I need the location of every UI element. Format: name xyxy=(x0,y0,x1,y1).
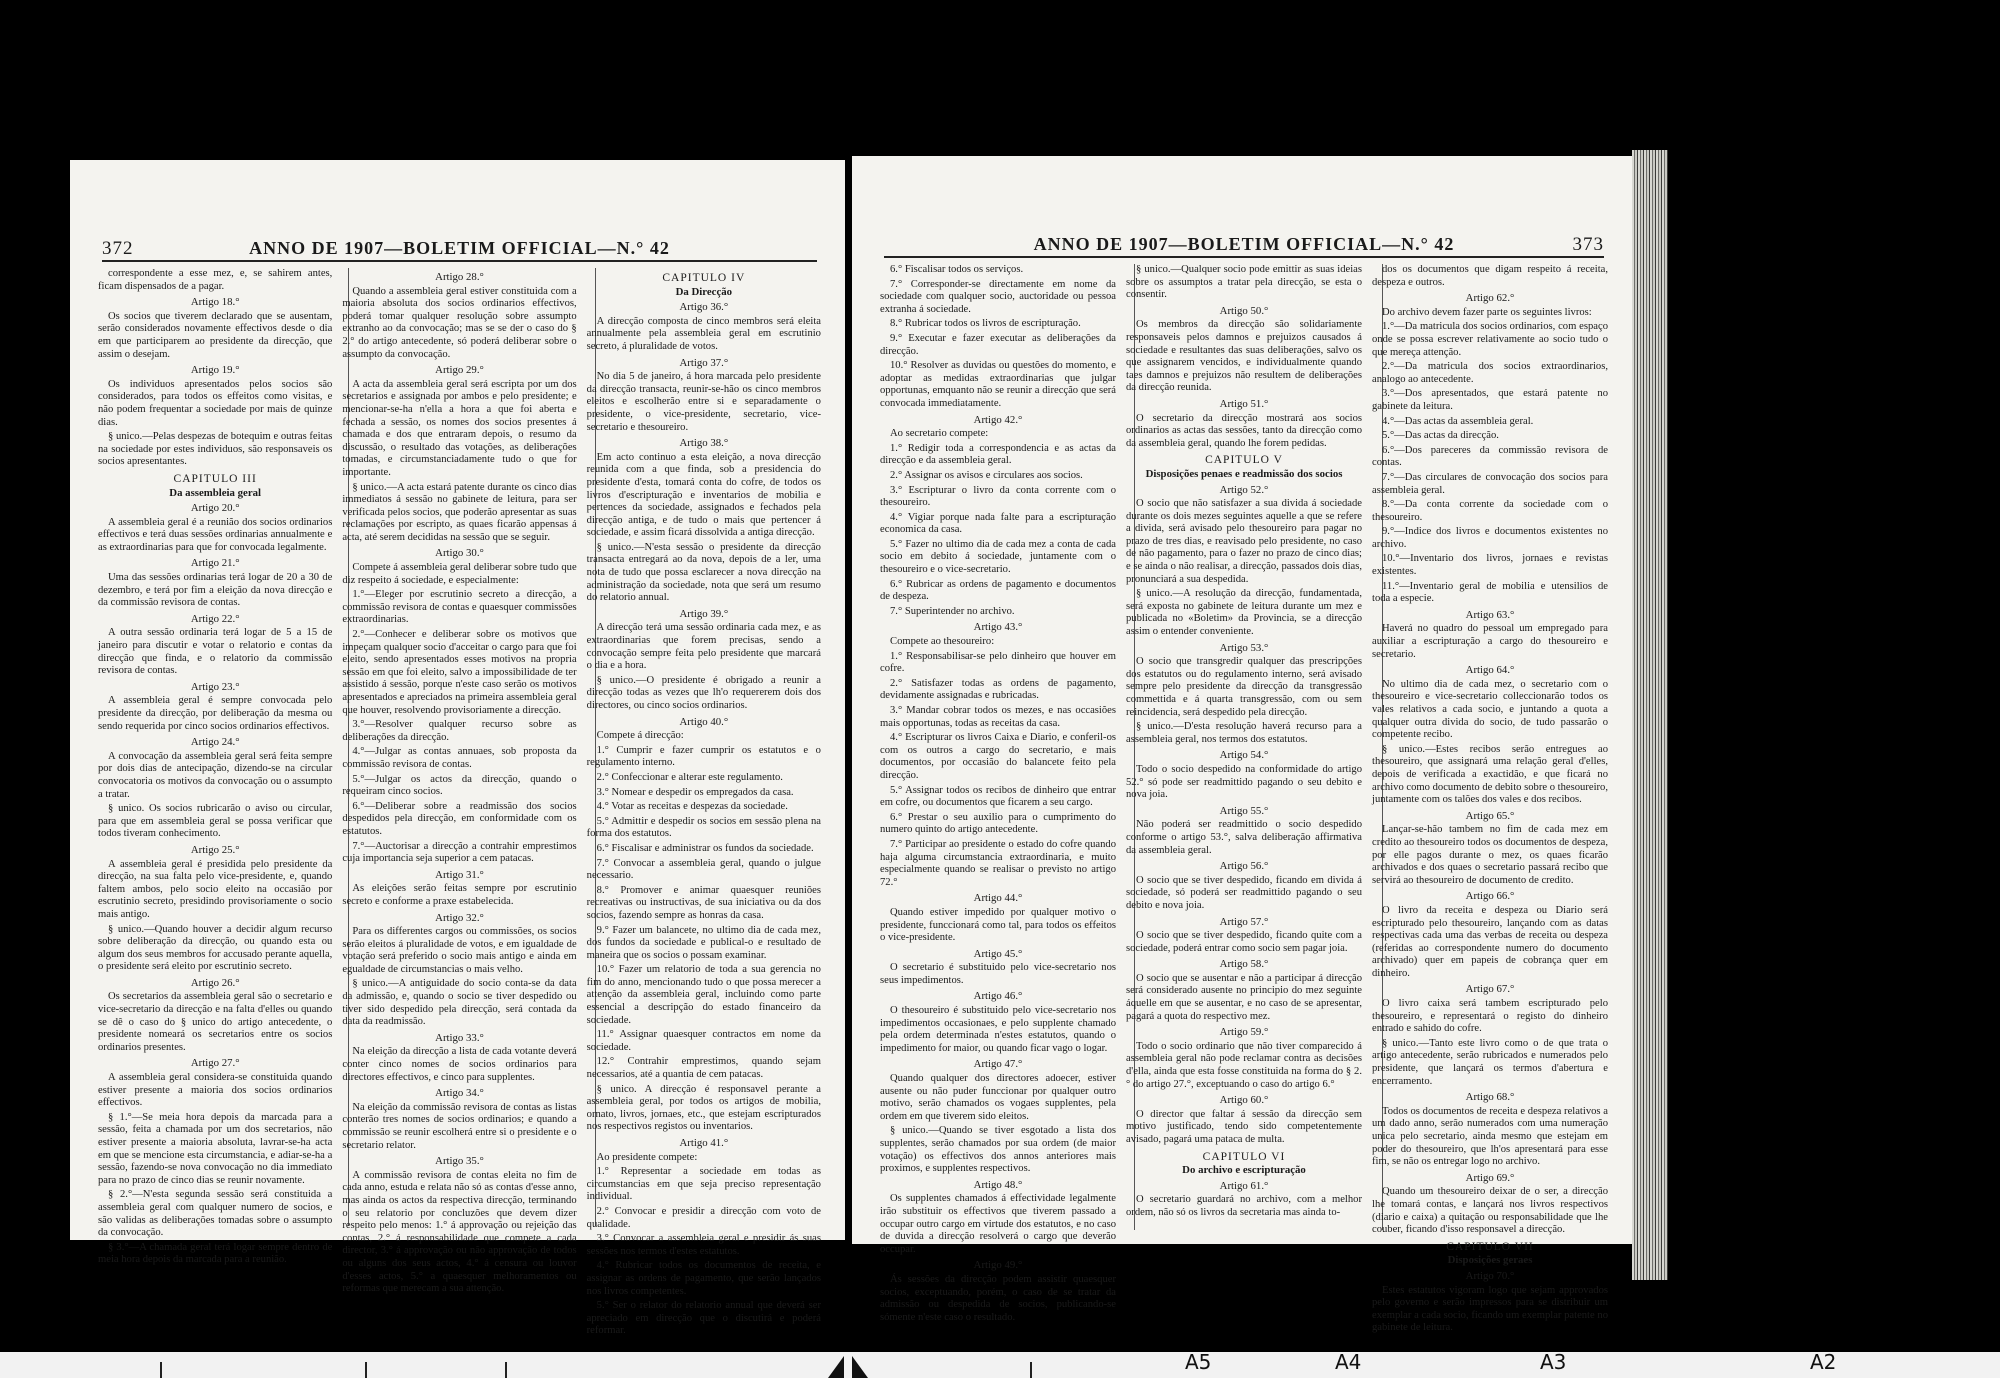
chapter-heading: CAPITULO IV xyxy=(662,272,746,284)
paragraph: 4.°—Julgar as contas annuaes, sob proposta da commissão revisora de contas. xyxy=(342,746,577,770)
paragraph: 6.° Prestar o seu auxilio para o cumprimento do numero quinto do artigo antecedente. xyxy=(880,811,1116,836)
section-title: Disposições geraes xyxy=(1447,1254,1533,1267)
left-page xyxy=(70,160,845,1337)
paragraph: Compete ao thesoureiro: xyxy=(890,636,995,648)
text-column xyxy=(1126,264,1362,1230)
paragraph: Quando estiver impedido por qualquer motivo o presidente, funccionará como tal, para todos os effeitos o vice-presidente. xyxy=(880,906,1116,944)
paragraph: A assembleia geral é sempre convocada pelo presidente da direcção, por deliberação da mesma ou sendo requerida por cinco socios ordinarios effectivos. xyxy=(98,695,333,732)
article-heading: Artigo 45.° xyxy=(973,947,1023,960)
article-heading: Artigo 34.° xyxy=(435,1087,484,1100)
article-heading: Artigo 69.° xyxy=(1465,1171,1515,1184)
paragraph: 4.° Escripturar os livros Caixa e Diario, e conferil-os com os outros a cargo do secretario, e mais documentos, por occasião do balancete feito pela direcção. xyxy=(880,732,1116,781)
film-strip xyxy=(0,1352,2000,1378)
paragraph: Quando um thesoureiro deixar de o ser, a direcção lhe tomará contas, e lançará nos livros respectivos (diario e caixa) a quitação ou responsabilidade que lhe couber, ficando d'isso responsavel a direcção. xyxy=(1372,1186,1608,1236)
article-heading: Artigo 61.° xyxy=(1219,1179,1269,1192)
paragraph: Os secretarios da assembleia geral são o secretario e vice-secretario da direcção e na falta d'elles ou quando se dê o caso do § unico do artigo antecedente, o presidente nomeará os secretarios entre os socios ordinarios presentes. xyxy=(98,991,333,1053)
article-heading: Artigo 55.° xyxy=(1219,804,1269,817)
chapter-heading: CAPITULO VII xyxy=(1446,1240,1534,1253)
paragraph: Ao presidente compete: xyxy=(596,1151,698,1163)
paragraph: 7.° Superintender no archivo. xyxy=(890,605,1015,617)
section-title: Disposições penaes e readmissão dos socios xyxy=(1145,467,1343,480)
article-heading: Artigo 21.° xyxy=(190,557,240,570)
paragraph: Todo o socio ordinario que não tiver comparecido á assembleia geral não pode reclamar contra as decisões d'ella, ainda que esta fosse constituida na forma do § 2.° do artigo 27.°, exceptuando o caso do artigo 6.° xyxy=(1126,1040,1362,1090)
paragraph: § unico.—N'esta sessão o presidente da direcção transacta entregará ao da nova, depois de a ler, uma nota de tudo que possa esclarecer a nova direcção na administração da sociedade, nota que será um resumo do relatorio annual. xyxy=(586,541,821,604)
paragraph: Os membros da direcção são solidariamente responsaveis pelos damnos e prejuizos causados á sociedade e resultantes das suas deliberações, salvo os que assignarem vencidos, e individualmente quando taes damnos e prejuizos não resultem de deliberações da direcção reunida. xyxy=(1126,319,1362,394)
article-heading: Artigo 51.° xyxy=(1219,397,1269,410)
paragraph: O secretario é substituido pelo vice-secretario nos seus impedimentos. xyxy=(880,962,1116,986)
article-heading: Artigo 65.° xyxy=(1465,809,1515,822)
article-heading: Artigo 25.° xyxy=(190,843,240,856)
article-heading: Artigo 20.° xyxy=(190,502,240,515)
paragraph: 5.° Fazer no ultimo dia de cada mez a conta de cada socio em debito á sociedade, juntamente com o thesoureiro e o vice-secretario. xyxy=(880,538,1116,576)
paragraph: 5.° Admittir e despedir os socios em sessão plena na forma dos estatutos. xyxy=(586,815,821,840)
article-heading: Artigo 68.° xyxy=(1465,1091,1515,1104)
article-heading: Artigo 36.° xyxy=(679,301,729,314)
paragraph: Estes estatutos vigoram logo que sejam approvados pelo governo e serão impressos para se distribuir um exemplar a cada socio, ficando um exemplar patente no gabinete de leitura. xyxy=(1372,1284,1608,1334)
article-heading: Artigo 50.° xyxy=(1219,304,1269,317)
text-column xyxy=(98,268,333,1266)
chapter-heading: CAPITULO VI xyxy=(1202,1150,1286,1163)
paragraph: 12.° Contrahir emprestimos, quando sejam necessarios, até a quantia de cem patacas. xyxy=(586,1056,821,1081)
paragraph: 6.° Fiscalisar e administrar os fundos da sociedade. xyxy=(596,842,814,854)
article-heading: Artigo 46.° xyxy=(973,990,1023,1003)
film-tick xyxy=(505,1362,507,1378)
paragraph: 10.° Fazer um relatorio de toda a sua gerencia no fim do anno, mencionando tudo o que possa merecer a attenção da assembleia geral, incluindo como parte essencial a descripção do estado financeiro da sociedade. xyxy=(586,964,821,1026)
paragraph: 3.° Escripturar o livro da conta corrente com o thesoureiro. xyxy=(880,484,1116,509)
paragraph: A assembleia geral é presidida pelo presidente da direcção, na sua falta pelo vice-presidente, e, quando faltem ambos, pelo socio eleito na occasião por escrutinio secreto, presidindo provisoriamente o socio mais antigo. xyxy=(98,858,333,920)
paragraph: § unico.—Quando houver a decidir algum recurso sobre deliberação da direcção, ou quando esta ou algum dos seus membros for accusado perante aquella, o presidente será eleito por escrutinio secreto. xyxy=(98,923,333,973)
paragraph: 2.° Convocar e presidir a direcção com voto de qualidade. xyxy=(586,1205,821,1230)
page-header xyxy=(884,234,1604,258)
article-heading: Artigo 44.° xyxy=(973,892,1023,905)
paragraph: 5.° Ser o relator do relatorio annual que deverá ser apreciado em direcção que o discutirá e poderá reformar. xyxy=(586,1300,821,1337)
paragraph: Na eleição da direcção a lista de cada votante deverá conter cinco nomes de socios ordinarios para directores effectivos, e cinco para supplentes. xyxy=(342,1046,577,1083)
paragraph: O thesoureiro é substituido pelo vice-secretario nos impedimentos occasionaes, e pelo supplente chamado pela ordem determinada n'estes estatutos, quando o impedimento for maior, ou quando ficar vago o logar. xyxy=(880,1005,1116,1054)
article-heading: Artigo 56.° xyxy=(1219,860,1269,873)
paragraph: 11.°—Inventario geral de mobilia e utensilios de toda a especie. xyxy=(1372,580,1608,605)
article-heading: Artigo 48.° xyxy=(973,1178,1023,1191)
page-number: 372 xyxy=(102,238,134,259)
article-heading: Artigo 54.° xyxy=(1219,749,1269,762)
text-column xyxy=(342,268,577,1295)
paragraph: Os socios que tiverem declarado que se ausentam, serão considerados novamente effectivos desde o dia em que participarem ao presidente da direcção, que assim o desejam. xyxy=(98,310,333,360)
film-frame-label: A5 xyxy=(1185,1350,1212,1374)
paragraph: correspondente a esse mez, e, se sahirem antes, ficam dispensados de a pagar. xyxy=(98,268,333,292)
paragraph: 6.° Fiscalisar todos os serviços. xyxy=(890,264,1024,275)
paragraph: 8.°—Da conta corrente da sociedade com o thesoureiro. xyxy=(1372,499,1608,523)
article-heading: Artigo 23.° xyxy=(190,680,240,693)
paragraph: 2.° Satisfazer todas as ordens de pagamento, devidamente assignadas e rubricadas. xyxy=(880,677,1116,702)
paragraph: Quando qualquer dos directores adoecer, estiver ausente ou não puder funccionar por qualquer outro motivo, serão chamados os vogaes supplentes, pela ordem em que tiverem sido eleitos. xyxy=(880,1073,1116,1122)
paragraph: 5.° Assignar todos os recibos de dinheiro que entrar em cofre, ou documentos que ficarem a seu cargo. xyxy=(880,784,1116,809)
article-heading: Artigo 63.° xyxy=(1465,608,1515,621)
paragraph: O secretario guardará no archivo, com a melhor ordem, não só os livros da secretaria mas ainda to- xyxy=(1126,1194,1362,1218)
paragraph: As eleições serão feitas sempre por escrutinio secreto e conforme a praxe estabelecida. xyxy=(342,883,577,907)
paragraph: § 2.°—N'esta segunda sessão será constituida a assembleia geral com qualquer numero de socios, e são validas as deliberações tomadas sobre o assumpto da convocação. xyxy=(98,1189,333,1239)
film-arrows-icon xyxy=(818,1356,878,1378)
paragraph: O livro da receita e despeza ou Diario será escripturado pelo thesoureiro, lançando com as datas respectivas cada uma das verbas de receita ou despeza (referidas ao correspondente numero do documento archivado) quer em papeis de cobrança quer em dinheiro. xyxy=(1372,904,1608,979)
article-heading: Artigo 28.° xyxy=(435,271,484,283)
article-heading: Artigo 24.° xyxy=(190,736,240,749)
paragraph: § unico.—Quando se tiver esgotado a lista dos supplentes, serão chamados por sua ordem (de maior votação) os effectivos dos annos anteriores mais proximos, e supplentes respectivos. xyxy=(880,1125,1116,1175)
paragraph: 3.° Mandar cobrar todos os mezes, e nas occasiões mais opportunas, todas as receitas da casa. xyxy=(880,705,1116,729)
paragraph: 7.° Convocar a assembleia geral, quando o julgue necessario. xyxy=(586,857,821,882)
paragraph: 2.° Assignar os avisos e circulares aos socios. xyxy=(890,469,1083,481)
paragraph: 5.°—Das actas da direcção. xyxy=(1382,430,1499,442)
paragraph: Todo o socio despedido na conformidade do artigo 52.° só pode ser readmittido pagando o seu debito e nova joia. xyxy=(1126,763,1362,801)
section-title: Do archivo e escripturação xyxy=(1182,1164,1306,1177)
paragraph: Ás sessões da direcção podem assistir quaesquer socios, exceptuando, porém, o caso de se tratar da admissão ou despedida de socios, publicando-se sómente n'este caso o resultado. xyxy=(880,1273,1116,1323)
paragraph: O socio que se tiver despedido, ficando em divida á sociedade, só poderá ser readmittido pagando o seu debito e nova joia. xyxy=(1126,874,1362,911)
paragraph: 2.°—Da matricula dos socios extraordinarios, analogo ao antecedente. xyxy=(1372,361,1608,385)
paragraph: 1.° Representar a sociedade em todas as circumstancias em que seja preciso representação individual. xyxy=(586,1166,821,1203)
article-heading: Artigo 38.° xyxy=(679,437,729,450)
paragraph: 7.°—Auctorisar a direcção a contrahir emprestimos cuja importancia seja superior a cem patacas. xyxy=(342,840,577,865)
film-tick xyxy=(160,1362,162,1378)
article-heading: Artigo 18.° xyxy=(190,296,240,309)
article-heading: Artigo 42.° xyxy=(973,413,1023,426)
right-page xyxy=(852,156,1632,1334)
page-header-title: ANNO DE 1907—BOLETIM OFFICIAL—N.° 42 xyxy=(1033,234,1455,254)
section-title: Da Direcção xyxy=(675,285,733,298)
paragraph: 7.° Participar ao presidente o estado do cofre quando haja alguma circumstancia extraordinaria, e muito especialmente quando se realisar o previsto no artigo 72.° xyxy=(880,838,1116,888)
paragraph: Em acto continuo a esta eleição, a nova direcção reunida com a que finda, sob a presidencia do presidente d'esta, tomará conta do cofre, de todos os livros d'escripturação e inventarios de mobilia e pertences da sociedade, assignados e fechados pela direcção antiga, e de tudo o mais que pertencer á sociedade, e assim ficará dissolvida a antiga direcção. xyxy=(586,451,821,539)
text-column xyxy=(1372,264,1608,1334)
paragraph: A outra sessão ordinaria terá logar de 5 a 15 de janeiro para discutir e votar o relatorio e contas da direcção que finda, e o relatorio da commissão revisora de contas. xyxy=(98,627,333,677)
paragraph: § unico. A direcção é responsavel perante a assembleia geral, por todos os artigos de mobilia, ornato, livros, jornaes, etc., que estejam escripturados nos respectivos registos ou inventarios. xyxy=(586,1083,821,1133)
paragraph: A assembleia geral é a reunião dos socios ordinarios effectivos e terá duas sessões ordinarias annualmente e as extraordinarias para que for convocada legalmente. xyxy=(98,516,333,553)
article-heading: Artigo 43.° xyxy=(973,621,1023,634)
section-title: Da assembleia geral xyxy=(169,486,262,499)
paragraph: 8.° Promover e animar quaesquer reuniões recreativas ou instructivas, de sua iniciativa ou da dos socios, fazendo sempre as honras da casa. xyxy=(586,884,821,921)
paragraph: 4.° Votar as receitas e despezas da sociedade. xyxy=(596,801,788,813)
paragraph: § unico.—O presidente é obrigado a reunir a direcção todas as vezes que lh'o requererem dois dos directores, ou cinco socios ordinarios. xyxy=(586,674,821,711)
paragraph: 2.°—Conhecer e deliberar sobre os motivos que impeçam qualquer socio d'acceitar o cargo para que foi eleito, sendo apresentados esses motivos na propria sessão em que foi eleito, salvo a impossibilidade de ter assistido á sessão, porque n'este caso serão os motivos apresentados e apreciados na primeira assembleia geral que houver, resolvendo provisoriamente a direcção. xyxy=(342,629,577,716)
paragraph: § unico.—A acta estará patente durante os cinco dias immediatos á sessão no gabinete de leitura, para ser verificada pelos socios, que poderão apresentar as suas reclamações por escripto, as quaes ficarão appensas á acta, até serem decididas na sessão que se seguir. xyxy=(342,481,577,543)
article-heading: Artigo 67.° xyxy=(1465,983,1515,996)
paragraph: 1.° Cumprir e fazer cumprir os estatutos e o regulamento interno. xyxy=(586,744,821,769)
paragraph: 10.°—Inventario dos livros, jornaes e revistas existentes. xyxy=(1372,553,1608,578)
page-header-title: ANNO DE 1907—BOLETIM OFFICIAL—N.° 42 xyxy=(249,238,670,258)
paragraph: § unico. Os socios rubricarão o aviso ou circular, para que em assembleia geral se possa verificar que todos tiveram conhecimento. xyxy=(98,803,333,840)
paragraph: 7.°—Das circulares de convocação dos socios para assembleia geral. xyxy=(1372,471,1608,496)
text-columns xyxy=(880,264,1608,1334)
article-heading: Artigo 66.° xyxy=(1465,890,1515,903)
paragraph: Não poderá ser readmittido o socio despedido conforme o artigo 53.°, salva deliberação affirmativa da assembleia geral. xyxy=(1126,819,1362,856)
paragraph: 9.° Fazer um balancete, no ultimo dia de cada mez, dos fundos da sociedade e publical-o e resultado de maneira que os socios o possam examinar. xyxy=(586,924,821,961)
paragraph: § unico.—Pelas despezas de botequim e outras feitas na sociedade por estes individuos, são responsaveis os socios apresentantes. xyxy=(98,431,333,468)
paragraph: O director que faltar á sessão da direcção sem motivo justificado, tendo sido competentemente avisado, pagará uma pataca de multa. xyxy=(1126,1108,1362,1145)
article-heading: Artigo 35.° xyxy=(435,1155,484,1168)
article-heading: Artigo 64.° xyxy=(1465,664,1515,677)
article-heading: Artigo 30.° xyxy=(435,547,484,560)
paragraph: § 3.°—A chamada geral terá logar sempre dentro de meia hora depois da marcada para a reunião. xyxy=(98,1241,333,1266)
article-heading: Artigo 40.° xyxy=(679,715,729,728)
paragraph: 1.°—Eleger por escrutinio secreto a direcção, a commissão revisora de contas e quaesquer commissões extraordinarias. xyxy=(342,589,577,626)
paragraph: § 1.°—Se meia hora depois da marcada para a sessão, feita a chamada por um dos secretarios, não estiver presente a maioria absoluta, lavrar-se-ha acta em que se mencione esta circumstancia, e adiar-se-ha a sessão, fazendo-se nova convocação no dia immediato para no prazo de cinco dias se reunir novamente. xyxy=(98,1111,333,1186)
paragraph: A direcção terá uma sessão ordinaria cada mez, e as extraordinarias que forem precisas, sendo a convocação sempre feita pelo presidente que marcará o dia e a hora. xyxy=(586,622,821,672)
article-heading: Artigo 41.° xyxy=(679,1137,729,1149)
paragraph: O socio que se tiver despedido, ficando quite com a sociedade, poderá entrar como socio sem pagar joia. xyxy=(1126,930,1362,954)
paragraph: 4.° Vigiar porque nada falte para a escripturação economica da casa. xyxy=(880,511,1116,536)
article-heading: Artigo 52.° xyxy=(1219,483,1269,496)
paragraph: Os individuos apresentados pelos socios são considerados, para todos os effeitos como visitas, e não podem frequentar a sociedade por mais de quinze dias. xyxy=(98,378,333,428)
article-heading: Artigo 29.° xyxy=(435,364,484,377)
paragraph: A acta da assembleia geral será escripta por um dos secretarios e assignada por ambos e pelo presidente; e mencionar-se-ha n'ella a hora a que foi aberta e fechada a sessão, os nomes dos socios presentes á chamada e dos que entraram depois, o resumo da discussão, o resultado das votações, as deliberações tomadas, e circumstanciadamente tudo o que for importante. xyxy=(342,378,577,478)
paragraph: Ao secretario compete: xyxy=(890,428,989,440)
paragraph: O socio que transgredir qualquer das prescripções dos estatutos ou do regulamento interno, será avisado sempre pelo presidente da direcção da transgressão commettida e á quarta transgressão, com ou sem reincidencia, será despedido pela direcção. xyxy=(1126,656,1362,718)
paragraph: 3.° Nomear e despedir os empregados da casa. xyxy=(596,786,794,798)
article-heading: Artigo 33.° xyxy=(435,1031,484,1044)
paragraph: dos os documentos que digam respeito á receita, despeza e outros. xyxy=(1372,264,1608,288)
film-frame-label: A2 xyxy=(1810,1350,1837,1374)
paragraph: 3.° Convocar a assembleia geral e presidir ás suas sessões nos termos d'estes estatutos. xyxy=(586,1233,821,1257)
paragraph: 2.° Confeccionar e alterar este regulamento. xyxy=(596,771,783,783)
paragraph: 5.°—Julgar os actos da direcção, quando o requeiram cinco socios. xyxy=(342,773,577,798)
film-frame-label: A3 xyxy=(1540,1350,1567,1374)
paragraph: 3.°—Dos apresentados, que estará patente no gabinete da leitura. xyxy=(1372,388,1608,412)
paragraph: Quando a assembleia geral estiver constituida com a maioria absoluta dos socios ordinarios effectivos, poderá tomar qualquer resolução sobre assumpto extranho ao da convocação; mas se se der o caso do § 2.° do artigo antecedente, só poderá deliberar sobre o assumpto da convocação. xyxy=(342,285,577,360)
paragraph: 6.° Rubricar as ordens de pagamento e documentos de despeza. xyxy=(880,578,1116,603)
article-heading: Artigo 37.° xyxy=(679,356,729,369)
paragraph: Para os differentes cargos ou commissões, os socios serão eleitos á pluralidade de votos, e em igualdade de votação será preferido o socio mais antigo e ainda em egualdade de circumstancias o mais velho. xyxy=(342,926,577,975)
paragraph: Compete á direcção: xyxy=(596,730,684,742)
paragraph: O socio que não satisfazer a sua divida á sociedade durante os dois mezes seguintes aquelle a que se refere a divida, será avisado pelo thesoureiro para pagar no prazo de tres dias, e reavisado pelo presidente, no caso de não pagamento, para o fazer no prazo de cinco dias; e se ainda o não realisar, a direcção, passados dois dias, pronunciará a sua despedida. xyxy=(1126,498,1362,585)
paragraph: 8.° Rubricar todos os livros de escripturação. xyxy=(890,318,1081,330)
paragraph: Do archivo devem fazer parte os seguintes livros: xyxy=(1382,306,1592,318)
paragraph: 1.° Responsabilisar-se pelo dinheiro que houver em cofre. xyxy=(880,650,1116,675)
paragraph: A assembleia geral considera-se constituida quando estiver presente a maioria dos socios ordinarios effectivos. xyxy=(98,1072,333,1109)
article-heading: Artigo 60.° xyxy=(1219,1094,1269,1107)
film-tick xyxy=(1030,1362,1032,1378)
paragraph: A convocação da assembleia geral será feita sempre por dois dias de antecipação, dizendo-se na circular convocatoria os motivos da convocação ou o assumpto a tratar. xyxy=(98,750,333,800)
paragraph: Lançar-se-hão tambem no fim de cada mez em credito ao thesoureiro todos os documentos de despeza, por elle pagos durante o mez, os quaes ficarão archivados e dos quaes o secretario passará recibo que servirá ao thesoureiro de documento de credito. xyxy=(1372,824,1608,886)
paragraph: Compete á assembleia geral deliberar sobre tudo que diz respeito á sociedade, e especialmente: xyxy=(342,562,577,586)
paragraph: O socio que se ausentar e não a participar á direcção será considerado ausente no principio do mez seguinte áquelle em que se ausentar, e no caso de se apresentar, pagará a quota do respectivo mez. xyxy=(1126,972,1362,1022)
article-heading: Artigo 53.° xyxy=(1219,641,1269,654)
book-page-edges xyxy=(1632,150,1668,1280)
paragraph: Haverá no quadro do pessoal um empregado para auxiliar a escripturação a cargo do thesoureiro e secretario. xyxy=(1372,623,1608,660)
article-heading: Artigo 22.° xyxy=(190,612,240,625)
paragraph: 6.°—Dos pareceres da commissão revisora de contas. xyxy=(1372,444,1608,469)
paragraph: 1.° Redigir toda a correspondencia e as actas da direcção e da assembleia geral. xyxy=(880,442,1116,467)
paragraph: A direcção composta de cinco membros será eleita annualmente pela assembleia geral em escrutinio secreto, á pluralidade de votos. xyxy=(586,315,821,352)
article-heading: Artigo 59.° xyxy=(1219,1026,1269,1039)
film-tick xyxy=(365,1362,367,1378)
article-heading: Artigo 31.° xyxy=(435,868,484,881)
paragraph: 1.°—Da matricula dos socios ordinarios, com espaço onde se possa escrever relativamente ao socio tudo o que mereça attenção. xyxy=(1372,321,1608,358)
article-heading: Artigo 47.° xyxy=(973,1058,1023,1071)
article-heading: Artigo 49.° xyxy=(973,1259,1023,1272)
paragraph: 10.° Resolver as duvidas ou questões do momento, e adoptar as medidas extraordinarias que julgar opportunas, emquanto não se reunir a direcção que será convocada immediatamente. xyxy=(880,360,1116,409)
paragraph: A commissão revisora de contas eleita no fim de cada anno, estuda e relata não só as contas d'esse anno, mas ainda os actos da respectiva direcção, terminando o seu relatorio por concluzões que devem dizer respeito pelo menos: 1.° á approvação ou rejeição das contas, 2.° á responsabilidade que compete a cada director, 3.° á approvação ou não approvação de todos ou alguns dos seus actos, 4.° á censura ou louvor d'esses actos, 5.° a quaesquer melhoramentos ou reformas que merecam a sua attenção. xyxy=(342,1169,577,1295)
article-heading: Artigo 39.° xyxy=(679,607,729,620)
page-number: 373 xyxy=(1572,234,1604,255)
paragraph: 7.° Corresponder-se directamente em nome da sociedade com qualquer socio, auctoridade ou pessoa extranha á sociedade. xyxy=(880,278,1116,315)
paragraph: 11.° Assignar quaesquer contractos em nome da sociedade. xyxy=(586,1029,821,1053)
paragraph: 9.°—Indice dos livros e documentos existentes no archivo. xyxy=(1372,526,1608,550)
paragraph: 4.° Rubricar todos os documentos de receita, e assignar as ordens de pagamento, que serão lançados nos livros competentes. xyxy=(586,1260,821,1297)
paragraph: Os supplentes chamados á effectividade legalmente irão substituir os effectivos que tiverem passado a occupar outro cargo em virtude dos estatutos, e no caso de duvida a direcção resolverá o cargo que deverão occupar. xyxy=(880,1193,1116,1255)
paragraph: Na eleição da commissão revisora de contas as listas conterão tres nomes de socios ordinarios; e quando a commissão se reunir escolherá entre si o presidente e o secretario relator. xyxy=(342,1101,577,1151)
paragraph: § unico.—D'esta resolução haverá recurso para a assembleia geral, nos termos dos estatutos. xyxy=(1126,721,1362,745)
paragraph: § unico.—A antiguidade do socio conta-se da data da admissão, e, quando o socio se tiver despedido ou tiver sido despedido pela direcção, será contada da data da readmissão. xyxy=(342,978,577,1028)
chapter-heading: CAPITULO V xyxy=(1205,454,1283,467)
paragraph: O livro caixa será tambem escripturado pelo thesoureiro, e representará o registo do dinheiro entrado e sahido do cofre. xyxy=(1372,998,1608,1035)
paragraph: Uma das sessões ordinarias terá logar de 20 a 30 de dezembro, e terá por fim a eleição da nova direcção e da commissão revisora de contas. xyxy=(98,572,333,609)
text-columns xyxy=(98,268,821,1337)
chapter-heading: CAPITULO III xyxy=(173,472,257,485)
paragraph: No dia 5 de janeiro, á hora marcada pelo presidente da direcção transacta, reunir-se-hão os cinco membros eleitos e escolherão entre si e separadamente o presidente, o vice-presidente, secretario, vice-secretario e thesoureiro. xyxy=(586,371,821,433)
paragraph: 9.° Executar e fazer executar as deliberações da direcção. xyxy=(880,332,1116,357)
paragraph: § unico.—Estes recibos serão entregues ao thesoureiro, que assignará uma relação geral d'elles, depois de verificada a exactidão, e que ficará no archivo como documento de debito sobre o thesoureiro, juntamente com os talões dos vales e dos recibos. xyxy=(1372,743,1608,806)
paragraph: No ultimo dia de cada mez, o secretario com o thesoureiro e vice-secretario colleccionarão todos os vales relativos a cada socio, e juntando a quota a qualquer outra divida do socio, de tudo passarão o competente recibo. xyxy=(1372,678,1608,741)
article-heading: Artigo 32.° xyxy=(435,911,484,924)
article-heading: Artigo 57.° xyxy=(1219,915,1269,928)
article-heading: Artigo 26.° xyxy=(190,976,240,989)
text-column xyxy=(880,264,1116,1323)
paragraph: § unico.—Tanto este livro como o de que trata o artigo antecedente, serão rubricados e numerados pelo presidente, que lançará os termos d'abertura e encerramento. xyxy=(1372,1037,1608,1087)
paragraph: 6.°—Deliberar sobre a readmissão dos socios despedidos pela direcção, em conformidade com os estatutos. xyxy=(342,800,577,837)
article-heading: Artigo 19.° xyxy=(190,364,240,377)
text-column xyxy=(586,268,821,1337)
paragraph: § unico.—A resolução da direcção, fundamentada, será exposta no gabinete de leitura durante um mez e publicada no «Boletim» da Provincia, se a direcção assim o entender conveniente. xyxy=(1126,588,1362,638)
page-header xyxy=(102,238,817,262)
article-heading: Artigo 70.° xyxy=(1465,1269,1515,1282)
paragraph: § unico.—Qualquer socio pode emittir as suas ideias sobre os assumptos a tratar pela direcção, se esta o consentir. xyxy=(1126,264,1362,301)
article-heading: Artigo 27.° xyxy=(190,1057,240,1070)
article-heading: Artigo 58.° xyxy=(1219,958,1269,971)
paragraph: Todos os documentos de receita e despeza relativos a um dado anno, serão numerados com uma numeração unica pelo secretario, ainda mesmo que estejam em poder do thesoureiro, que lh'os apresentará para esse fim, se não os entregar logo no archivo. xyxy=(1372,1105,1608,1168)
article-heading: Artigo 62.° xyxy=(1465,292,1515,305)
paragraph: 3.°—Resolver qualquer recurso sobre as deliberações da direcção. xyxy=(342,719,577,743)
film-frame-label: A4 xyxy=(1335,1350,1362,1374)
paragraph: O secretario da direcção mostrará aos socios ordinarios as actas das sessões, tanto da direcção como da assembleia geral, quando lhe forem pedidas. xyxy=(1126,412,1362,449)
paragraph: 4.°—Das actas da assembleia geral. xyxy=(1382,415,1534,427)
